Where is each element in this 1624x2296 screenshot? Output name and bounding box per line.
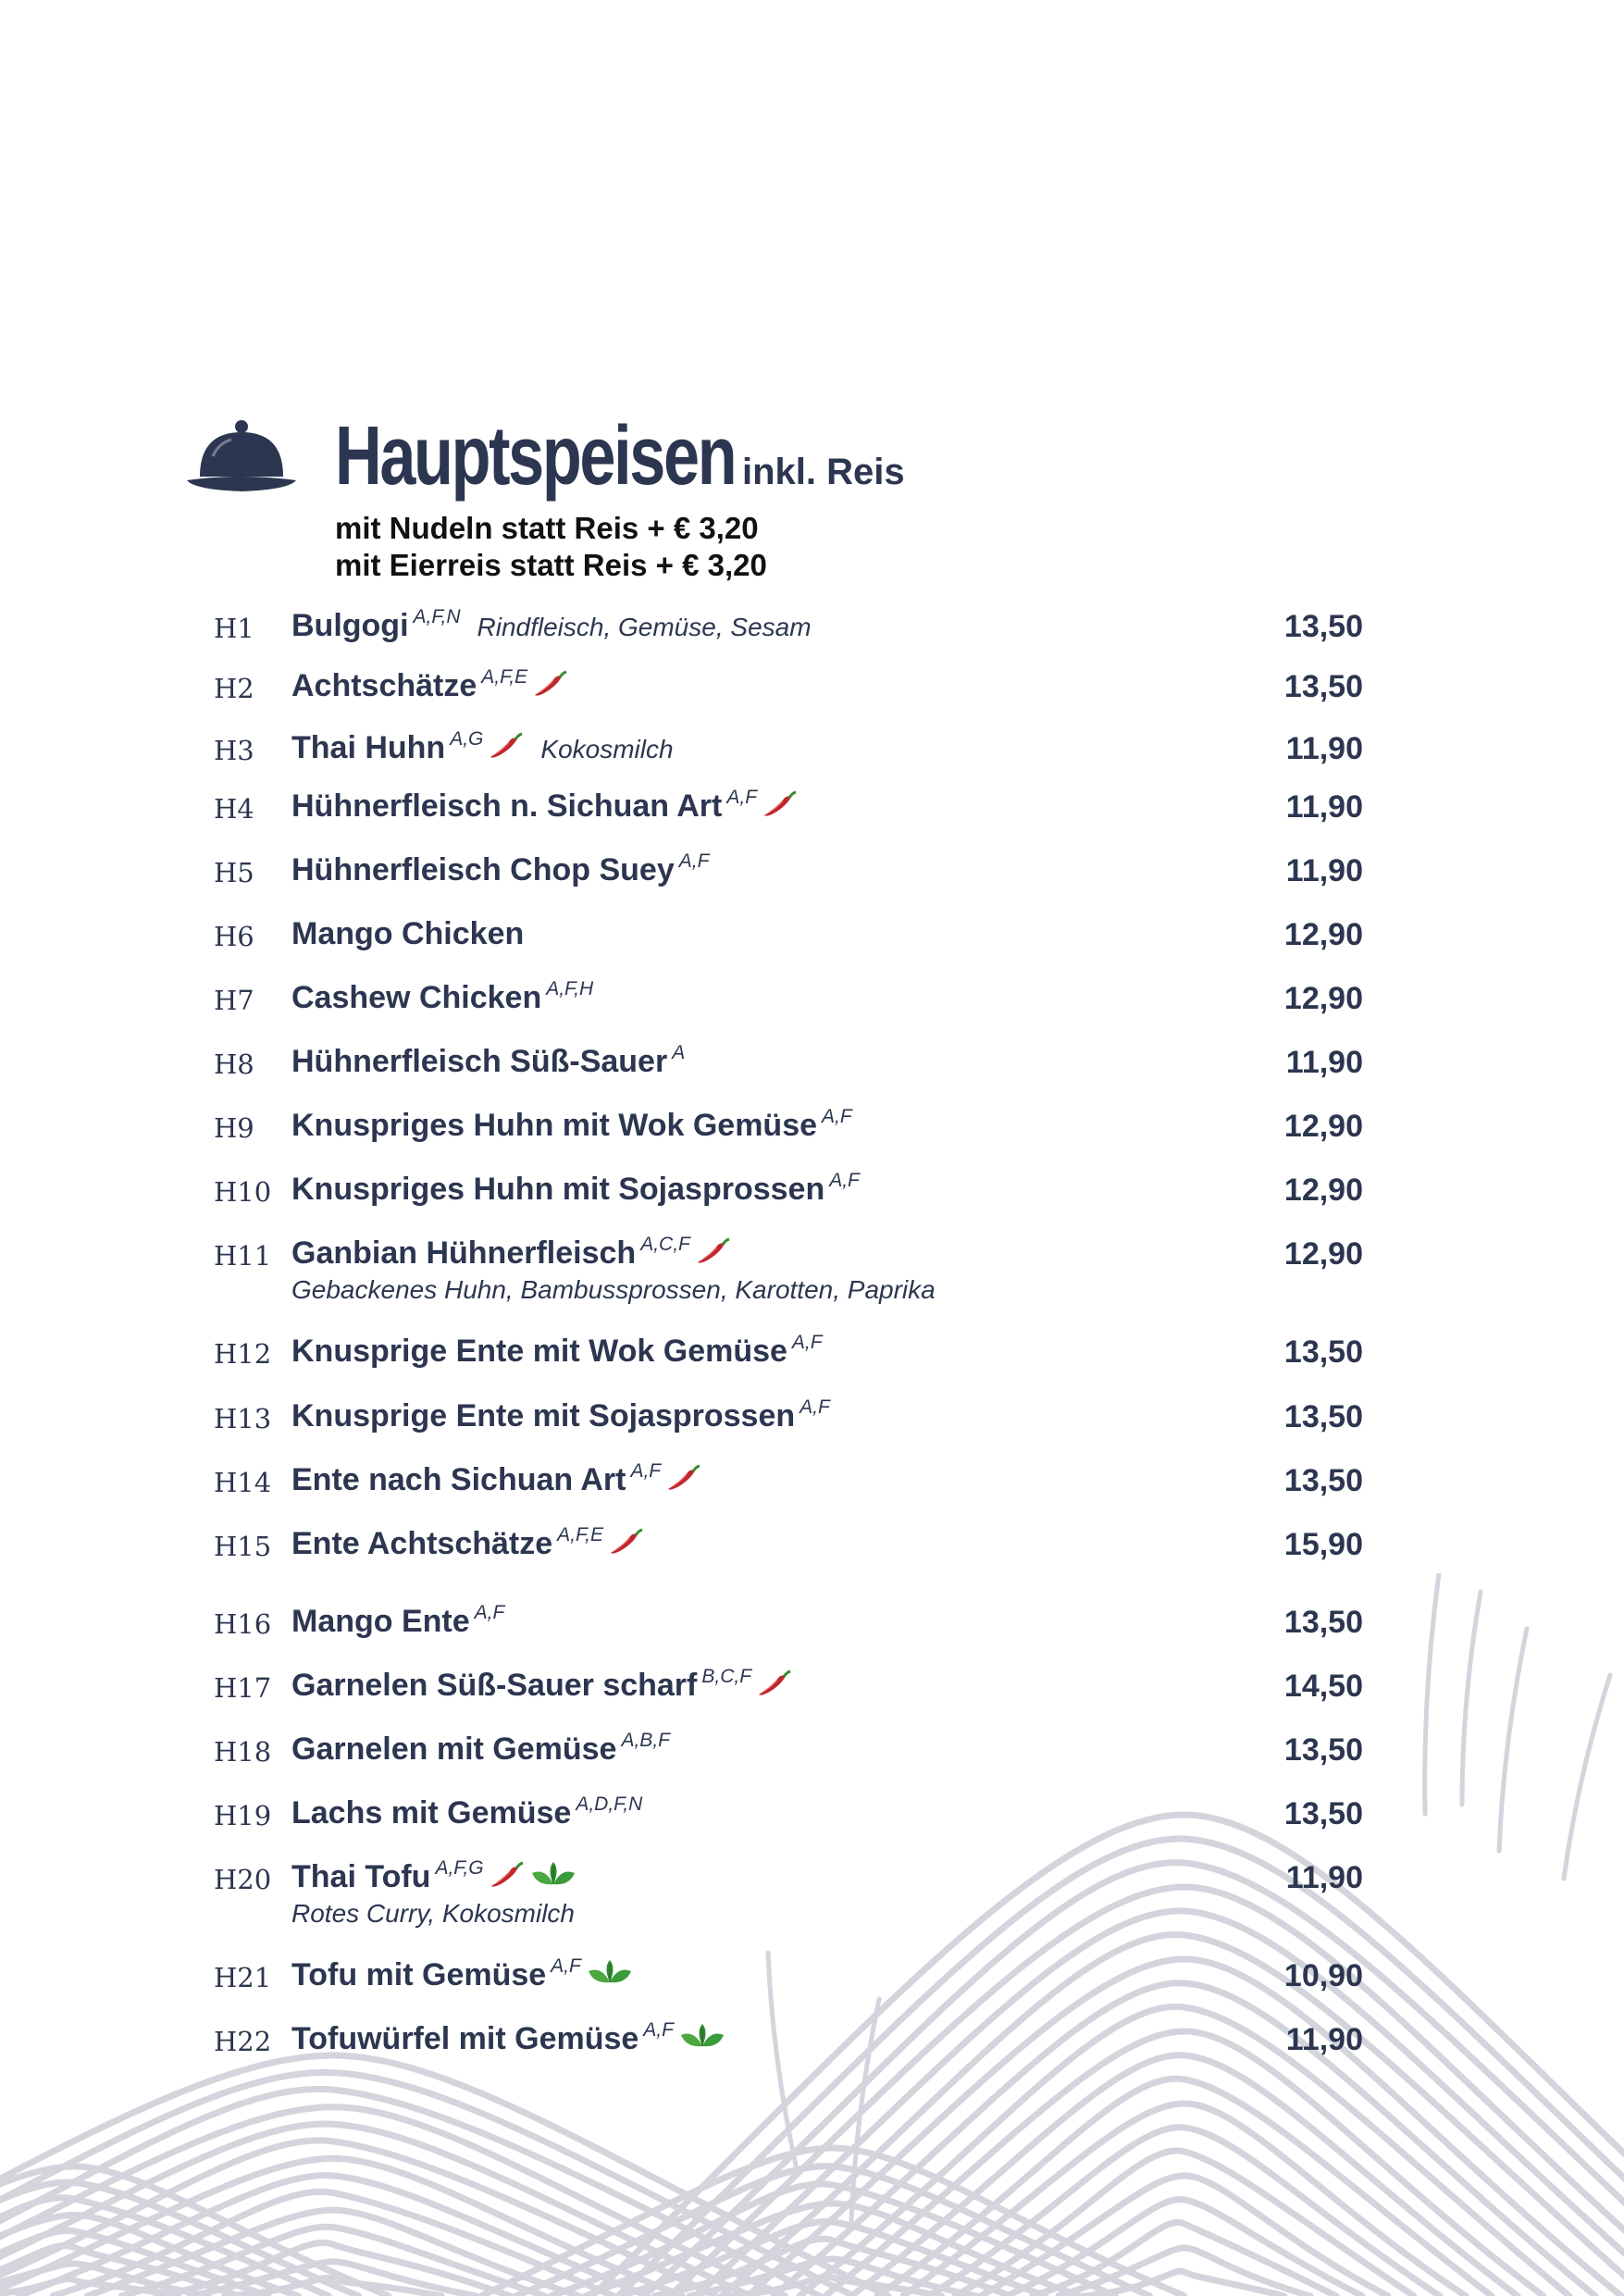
item-price: 11,90: [1285, 1045, 1363, 1080]
item-name: [291, 916, 524, 952]
item-name-text: Lachs mit Gemüse: [291, 1795, 572, 1831]
item-allergens: A,B,F: [621, 1730, 670, 1751]
item-price: 13,50: [1283, 1796, 1363, 1831]
item-code: H12: [214, 1338, 272, 1370]
item-code: H6: [214, 921, 254, 952]
chili-icon: [761, 789, 798, 819]
page-title: Hauptspeisen: [335, 410, 736, 503]
item-price: 13,50: [1283, 1605, 1363, 1640]
item-name-text: Hühnerfleisch Süß-Sauer: [291, 1044, 668, 1079]
item-allergens: A,F,E: [557, 1524, 603, 1545]
item-name: [291, 1795, 642, 1831]
item-code: H11: [214, 1240, 272, 1272]
rice-note-noodles: mit Nudeln statt Reis + € 3,20: [335, 511, 759, 545]
item-name: [291, 668, 568, 704]
item-name-text: Knusprige Ente mit Wok Gemüse: [291, 1334, 787, 1369]
item-name-text: Thai Huhn: [291, 730, 446, 765]
item-allergens: A,F,N: [413, 606, 461, 627]
item-price: 13,50: [1283, 609, 1363, 644]
item-allergens: A,F,E: [481, 666, 528, 688]
item-description: Kokosmilch: [540, 735, 674, 763]
item-name: [291, 1398, 830, 1434]
chili-icon: [488, 1860, 525, 1890]
item-allergens: A,F: [551, 1955, 581, 1977]
item-allergens: A,F: [643, 2019, 674, 2041]
item-price: 13,50: [1283, 1399, 1363, 1434]
item-code: H20: [214, 1864, 272, 1895]
item-description: Rotes Curry, Kokosmilch: [291, 1899, 576, 1928]
item-code: H16: [214, 1608, 272, 1640]
item-name: [291, 1668, 792, 1704]
item-code: H4: [214, 793, 254, 825]
item-name: [291, 1108, 852, 1144]
item-name-text: Knuspriges Huhn mit Sojasprossen: [291, 1172, 825, 1207]
item-price: 12,90: [1283, 1236, 1363, 1272]
item-name: [291, 1604, 504, 1640]
item-name-text: Bulgogi: [291, 608, 409, 643]
item-name: [291, 2021, 725, 2057]
chili-icon: [694, 1236, 731, 1266]
item-price: 13,50: [1283, 1334, 1363, 1370]
item-code: H15: [214, 1531, 272, 1562]
item-name: [291, 1957, 633, 1993]
item-name: [291, 1172, 860, 1208]
item-name-text: Knusprige Ente mit Sojasprossen: [291, 1398, 796, 1433]
item-name: [291, 980, 593, 1016]
item-price: 14,50: [1283, 1669, 1363, 1704]
item-price: 11,90: [1285, 731, 1363, 766]
item-code: H22: [214, 2026, 272, 2057]
item-name-text: Thai Tofu: [291, 1859, 431, 1894]
item-name-text: Mango Chicken: [291, 916, 525, 951]
item-allergens: A,F,G: [435, 1857, 484, 1879]
item-code: H18: [214, 1736, 272, 1768]
item-price: 12,90: [1283, 917, 1363, 952]
page-subtitle: inkl. Reis: [742, 452, 905, 492]
item-price: 12,90: [1283, 981, 1363, 1016]
item-allergens: A,F: [800, 1396, 830, 1418]
item-name: [291, 1526, 644, 1562]
item-allergens: A,F: [829, 1170, 860, 1191]
item-name: [291, 1731, 670, 1768]
item-price: 13,50: [1283, 1732, 1363, 1768]
item-allergens: A,G: [450, 728, 484, 750]
item-price: 15,90: [1283, 1527, 1363, 1562]
item-name-text: Garnelen mit Gemüse: [291, 1731, 617, 1767]
item-name: [291, 730, 674, 766]
item-code: H10: [214, 1176, 272, 1208]
vegetarian-leaf-icon: [587, 1958, 633, 1988]
item-allergens: A,C,F: [640, 1234, 690, 1255]
item-allergens: A,F: [791, 1332, 823, 1353]
item-name-text: Ente Achtschätze: [291, 1526, 553, 1561]
item-name-text: Ente nach Sichuan Art: [291, 1462, 626, 1497]
item-allergens: A,D,F,N: [576, 1793, 643, 1815]
item-description: Gebackenes Huhn, Bambussprossen, Karotten, Paprika: [291, 1275, 936, 1304]
item-price: 11,90: [1285, 789, 1363, 825]
item-price: 11,90: [1285, 1860, 1363, 1895]
item-name-text: Mango Ente: [291, 1604, 470, 1639]
item-price: 13,50: [1283, 669, 1363, 704]
item-code: H17: [214, 1672, 272, 1704]
item-price: 13,50: [1283, 1463, 1363, 1498]
item-description: Rindfleisch, Gemüse, Sesam: [477, 613, 812, 641]
item-name: [291, 608, 812, 644]
item-code: H8: [214, 1049, 254, 1080]
item-allergens: A,F: [474, 1602, 505, 1623]
item-code: H1: [214, 613, 254, 644]
item-name-text: Tofu mit Gemüse: [291, 1957, 547, 1992]
chili-icon: [755, 1669, 792, 1698]
item-allergens: B,C,F: [701, 1666, 752, 1687]
chili-icon: [487, 731, 524, 761]
chili-icon: [607, 1527, 644, 1557]
item-allergens: A,F: [726, 787, 758, 808]
rice-note-egg-rice: mit Eierreis statt Reis + € 3,20: [335, 548, 767, 582]
item-name-text: Knuspriges Huhn mit Wok Gemüse: [291, 1108, 818, 1143]
item-code: H9: [214, 1112, 254, 1144]
item-name-text: Hühnerfleisch Chop Suey: [291, 852, 675, 887]
item-name-text: Achtschätze: [291, 668, 477, 703]
item-allergens: A,F: [822, 1106, 852, 1127]
item-name-text: Ganbian Hühnerfleisch: [291, 1235, 637, 1271]
vegetarian-leaf-icon: [679, 2022, 725, 2052]
item-code: H21: [214, 1962, 272, 1993]
chili-icon: [664, 1463, 701, 1493]
item-code: H14: [214, 1467, 272, 1498]
item-code: H3: [214, 735, 254, 766]
item-name: [291, 852, 709, 888]
item-code: H13: [214, 1403, 272, 1434]
item-name-text: Garnelen Süß-Sauer scharf: [291, 1668, 698, 1703]
chili-icon: [531, 669, 568, 699]
item-allergens: A,F: [630, 1460, 662, 1482]
item-allergens: A: [672, 1042, 686, 1063]
item-code: H7: [214, 985, 254, 1016]
item-name: [291, 788, 798, 825]
item-name-text: Cashew Chicken: [291, 980, 542, 1015]
item-code: H2: [214, 673, 254, 704]
item-name-text: Hühnerfleisch n. Sichuan Art: [291, 788, 723, 824]
item-code: H19: [214, 1800, 272, 1831]
item-name: [291, 1462, 701, 1498]
item-allergens: A,F,H: [546, 978, 594, 999]
item-name: [291, 1044, 685, 1080]
item-name: [291, 1235, 731, 1272]
item-price: 12,90: [1283, 1173, 1363, 1208]
item-price: 11,90: [1285, 2022, 1363, 2057]
item-price: 11,90: [1285, 853, 1363, 888]
item-allergens: A,F: [678, 850, 710, 872]
item-price: 12,90: [1283, 1109, 1363, 1144]
item-code: H5: [214, 857, 254, 888]
item-price: 10,90: [1283, 1958, 1363, 1993]
vegetarian-leaf-icon: [530, 1860, 576, 1890]
item-name: [291, 1334, 823, 1370]
item-name-text: Tofuwürfel mit Gemüse: [291, 2021, 639, 2056]
item-name: [291, 1859, 576, 1895]
